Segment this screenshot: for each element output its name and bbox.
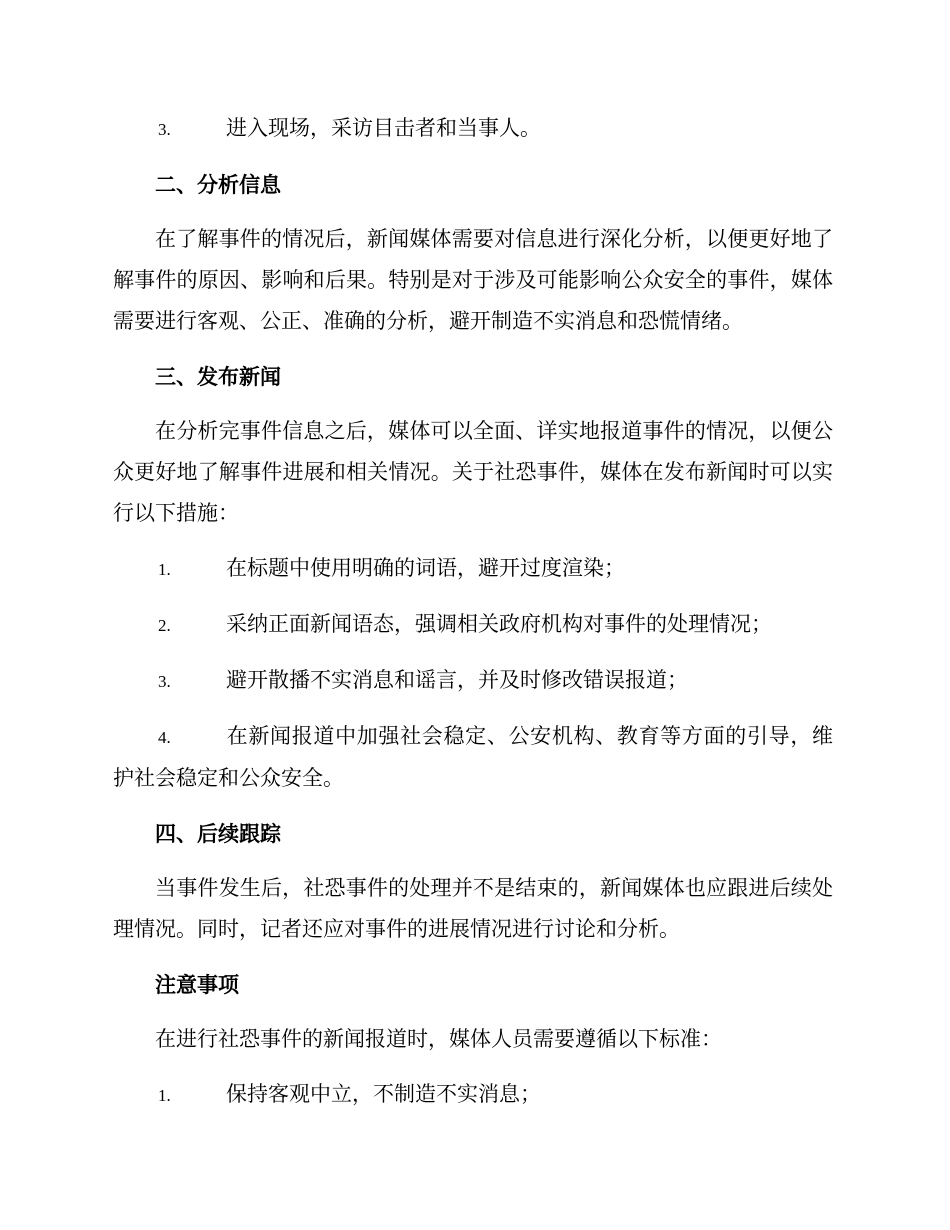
list-number: 1. <box>158 560 171 579</box>
list-number: 3. <box>158 120 171 139</box>
paragraph: 当事件发生后，社恐事件的处理并不是结束的，新闻媒体也应跟进后续处理情况。同时，记者还应对事件的进展情况进行讨论和分析。 <box>113 876 833 941</box>
list-number: 1. <box>158 1086 171 1105</box>
list-number: 2. <box>158 616 171 635</box>
section-heading-followup: 四、后续跟踪 <box>155 821 281 846</box>
list-text: 在新闻报道中加强社会稳定、公安机构、教育等方面的引导，维护社会稳定和公众安全。 <box>113 724 833 790</box>
list-item <box>113 716 833 799</box>
paragraph: 在了解事件的情况后，新闻媒体需要对信息进行深化分析，以便更好地了解事件的原因、影响和后果。特别是对于涉及可能影响公众安全的事件，媒体需要进行客观、公正、准确的分析，避开制造不实消息和恐慌情绪。 <box>113 227 833 333</box>
list-item <box>113 660 833 702</box>
list-number: 4. <box>158 728 171 747</box>
list-item <box>113 1074 833 1116</box>
section-heading-publish: 三、发布新闻 <box>155 364 281 389</box>
section-heading-analysis: 二、分析信息 <box>155 172 281 197</box>
section-heading-notes: 注意事项 <box>155 972 239 997</box>
paragraph: 在分析完事件信息之后，媒体可以全面、详实地报道事件的情况，以便公众更好地了解事件进展和相关情况。关于社恐事件，媒体在发布新闻时可以实行以下措施： <box>113 419 833 525</box>
list-item <box>113 548 833 590</box>
list-text: 保持客观中立，不制造不实消息； <box>226 1082 541 1106</box>
list-number: 3. <box>158 672 171 691</box>
list-item <box>113 108 833 150</box>
list-text: 在标题中使用明确的词语，避开过度渲染； <box>226 556 625 580</box>
list-text: 采纳正面新闻语态，强调相关政府机构对事件的处理情况； <box>226 612 772 636</box>
list-text: 避开散播不实消息和谣言，并及时修改错误报道； <box>226 668 688 692</box>
list-item <box>113 604 833 646</box>
paragraph: 在进行社恐事件的新闻报道时，媒体人员需要遵循以下标准： <box>155 1027 722 1051</box>
document-body <box>113 108 833 1116</box>
list-text: 进入现场，采访目击者和当事人。 <box>226 116 541 140</box>
